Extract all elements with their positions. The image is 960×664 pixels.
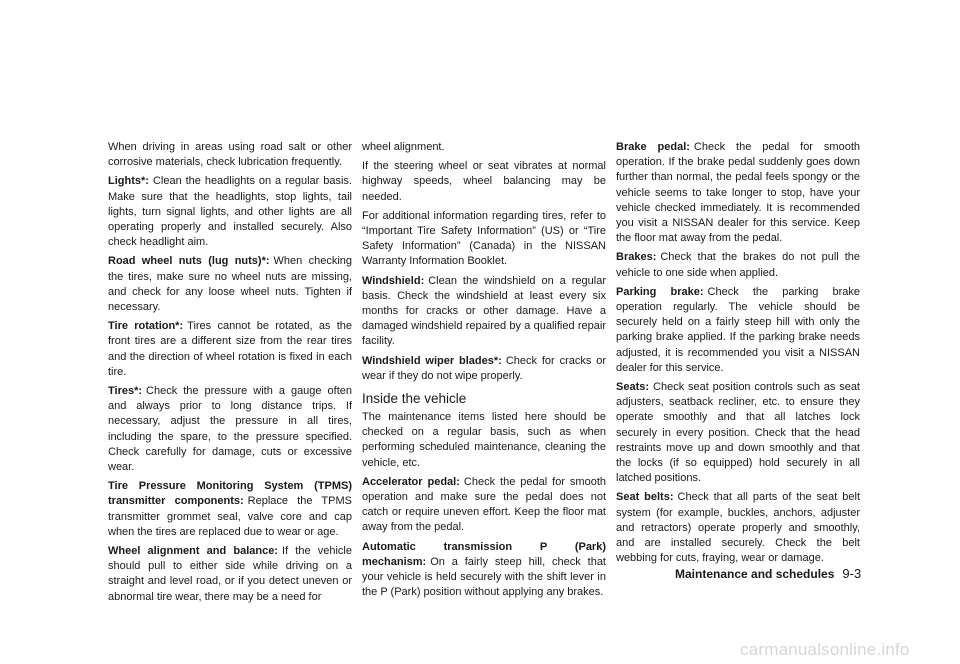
paragraph-text: Check for cracks or wear if they do not wipe properly. (362, 354, 607, 382)
paragraph-text: On a fairly steep hill, check that your vehicle is held securely with the shift lever in the P (Park) position without applying any brakes. (362, 555, 606, 599)
paragraph-label: Road wheel nuts (lug nuts)*: (108, 255, 270, 268)
paragraph-text: The maintenance items listed here should be checked on a regular basis, such as when performing scheduled maintenance, cleaning the vehicle, etc. (362, 411, 606, 469)
paragraph (362, 410, 606, 471)
watermark-text: carmanualsonline.info (740, 640, 910, 659)
paragraph-text: If the vehicle should pull to either side while driving on a straight and level road, or if you detect uneven or abnormal tire wear, there may be a need for (108, 545, 352, 603)
paragraph (362, 140, 606, 155)
page-footer (675, 566, 865, 581)
paragraph (362, 540, 606, 601)
paragraph-text: Check seat position controls such as seat adjusters, seatback recliner, etc. to ensure they operate smoothly and that all latches lock securely in every position. Check that the head restraints move up and down smoothly and that the locks (if so equipped) hold securely in all latched positions. (616, 381, 860, 485)
paragraph (108, 140, 352, 170)
paragraph-label: Brakes: (616, 251, 657, 264)
paragraph (616, 380, 860, 486)
paragraph (108, 479, 352, 540)
section-heading: Inside the vehicle (362, 391, 467, 407)
paragraph-text: Check the parking brake operation regularly. The vehicle should be securely held on a fairly steep hill with only the parking brake applied. If the parking brake needs adjusted, it is recommended you visit a NISSAN dealer for this service. (616, 285, 861, 374)
paragraph-label: Wheel alignment and balance: (108, 545, 279, 558)
paragraph-label: Windshield wiper blades*: (362, 354, 502, 367)
paragraph-text: If the steering wheel or seat vibrates at normal highway speeds, wheel balancing may be needed. (362, 160, 606, 203)
footer-section-title: Maintenance and schedules (675, 567, 835, 581)
paragraph (616, 285, 860, 376)
paragraph-text: Clean the windshield on a regular basis. Check the windshield at least every six months for cracks or other damage. Have a damaged windshield repaired by a qualified repair facility. (362, 274, 606, 348)
paragraph-label: Windshield: (362, 274, 425, 287)
paragraph-text: Tires cannot be rotated, as the front tires are a different size from the rear tires and the direction of wheel rotation is fixed in each tire. (108, 320, 352, 378)
paragraph-label: Parking brake: (616, 285, 704, 298)
paragraph-label: Seats: (616, 381, 650, 394)
paragraph-label: Seat belts: (616, 491, 674, 504)
page-number: 9-3 (842, 566, 862, 581)
paragraph-label: Accelerator pedal: (362, 475, 460, 488)
paragraph-text: Clean the headlights on a regular basis. Make sure that the headlights, stop lights, tail lights, turn signal lights, and other lights are all operating properly and installed securely. Also check headlight aim. (108, 175, 352, 249)
paragraph-label: Brake pedal: (616, 141, 690, 153)
paragraph (616, 490, 860, 566)
paragraph-text: Check that the brakes do not pull the vehicle to one side when applied. (616, 251, 860, 279)
paragraph (362, 354, 606, 384)
paragraph (362, 159, 606, 205)
text-column-1 (108, 140, 352, 609)
paragraph-text: When checking the tires, make sure no wheel nuts are missing, and check for any loose wheel nuts. Tighten if necessary. (108, 255, 352, 314)
text-column-3 (616, 140, 860, 570)
paragraph-text: Check the pressure with a gauge often and always prior to long distance trips. If necessary, adjust the pressure in all tires, including the spare, to the pressure specified. Check carefully for damage, cuts or excessive wear. (108, 385, 352, 474)
paragraph (108, 544, 352, 605)
paragraph (616, 250, 860, 280)
paragraph-text: Check the pedal for smooth operation. If the brake pedal suddenly goes down further than normal, the pedal feels spongy or the vehicle seems to take longer to stop, have your vehicle checked immediately. It is recommended you visit a NISSAN dealer for this service. Keep the floor mat away from the pedal. (616, 141, 860, 245)
paragraph (108, 384, 352, 475)
paragraph-label: Automatic transmission P (Park) mechanism: (362, 540, 606, 568)
paragraph-label: Lights*: (108, 175, 149, 188)
paragraph-text: wheel alignment. (362, 141, 445, 153)
paragraph (108, 319, 352, 380)
paragraph (362, 475, 606, 536)
paragraph-text: Check the pedal for smooth operation and make sure the pedal does not catch or require uneven effort. Keep the floor mat away from the pedal. (362, 475, 606, 534)
paragraph-text: Check that all parts of the seat belt system (for example, buckles, anchors, adjuster and retractors) operate properly and smoothly, and are installed securely. Check the belt webbing for cuts, fraying, wear or damage. (616, 491, 860, 565)
paragraph (108, 174, 352, 250)
paragraph-label: Tire rotation*: (108, 320, 184, 333)
paragraph (108, 254, 352, 315)
paragraph (362, 209, 606, 270)
paragraph-text: When driving in areas using road salt or other corrosive materials, check lubrication frequently. (108, 141, 352, 169)
paragraph (616, 140, 860, 246)
paragraph (362, 274, 606, 350)
text-column-2 (362, 140, 606, 604)
paragraph-label: Tires*: (108, 385, 143, 398)
paragraph-text: Replace the TPMS transmitter grommet seal, valve core and cap when the tires are replaced due to wear or age. (108, 495, 352, 538)
paragraph-label: Tire Pressure Monitoring System (TPMS) transmitter components: (108, 480, 352, 508)
paragraph-text: For additional information regarding tires, refer to “Important Tire Safety Information” (US) or “Tire Safety Information” (Canada) in the NISSAN Warranty Information Booklet. (362, 209, 606, 268)
